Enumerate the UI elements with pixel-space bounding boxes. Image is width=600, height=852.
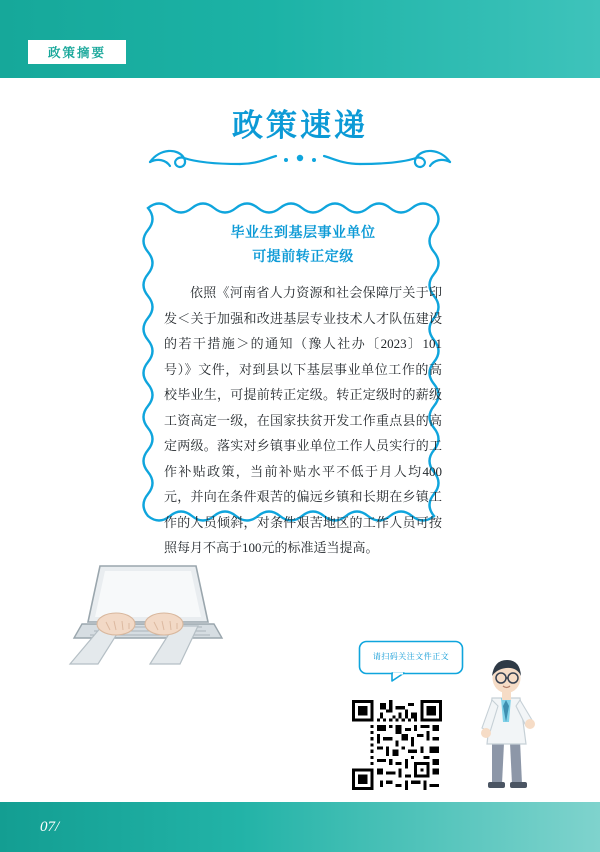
article-heading-line2: 可提前转正定级 [252, 250, 354, 265]
flourish-ornament-icon [0, 140, 600, 180]
article-heading [164, 222, 442, 270]
section-tag: 政策摘要 [28, 40, 126, 64]
laptop-icon [58, 560, 228, 670]
page-number: 07/ [40, 819, 60, 835]
top-header-bar [0, 0, 600, 78]
speech-bubble [358, 640, 464, 682]
article-body: 依照《河南省人力资源和社会保障厅关于印发＜关于加强和改进基层专业技术人才队伍建设的若干措施＞的通知（豫人社办〔2023〕101号）》文件，对到县以下基层事业单位工作的高校毕业生，可提前转正定级。转正定级时的薪级工资高定一级，在国家扶贫开发工作重点县的高定两级。落实对乡镇事业单位工作人员实行的工作补贴政策，当前补贴水平不低于月人均400元，并向在条件艰苦的偏远乡镇和长期在乡镇工作的人员倾斜，对条件艰苦地区的工作人员可按照每月不高于100元的标准适当提高。 [164, 285, 442, 555]
article-card [140, 196, 466, 578]
qr-code-icon[interactable] [352, 700, 442, 790]
page-title: 政策速递 [232, 108, 368, 143]
article-heading-line1: 毕业生到基层事业单位 [230, 226, 376, 241]
bottom-footer-bar [0, 802, 600, 852]
person-icon [470, 648, 546, 794]
bubble-text: 请扫码关注文件正文 [372, 651, 450, 661]
